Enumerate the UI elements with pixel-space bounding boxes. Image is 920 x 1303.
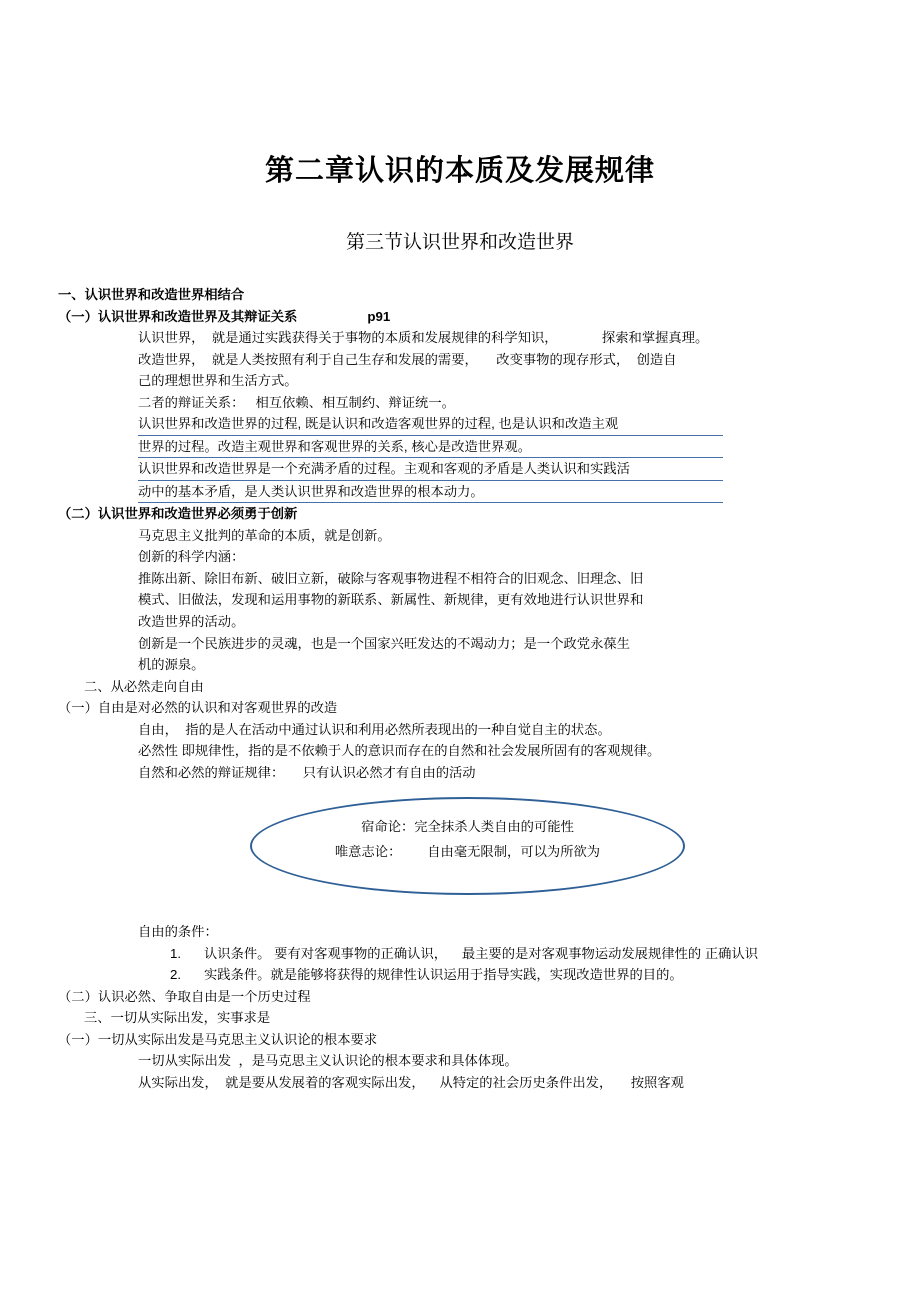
body-line: 马克思主义批判的革命的本质，就是创新。 <box>138 527 391 543</box>
page-subtitle: 第三节认识世界和改造世界 <box>345 232 574 253</box>
body-line: 认识世界， 就是通过实践获得关于事物的本质和发展规律的科学知识， 探索和掌握真理。 <box>138 330 709 346</box>
subsection-marker: （二） <box>58 988 98 1004</box>
subsection-2-1-body <box>138 719 862 784</box>
list-item-text <box>204 943 862 965</box>
body-line: 推陈出新、除旧布新、破旧立新，破除与客观事物进程不相符合的旧观念、旧理念、旧 <box>138 570 644 586</box>
body-line: 实践条件。就是能够将获得的规律性认识运用于指导实践，实现改造世界的目的。 <box>204 967 683 983</box>
body-line: 自然和必然的辩证规律： 只有认识必然才有自由的活动 <box>138 764 476 780</box>
subsection-2-1-header <box>58 697 862 719</box>
list-item <box>170 943 862 965</box>
subsection-marker: （一） <box>58 308 98 324</box>
section-heading-1: 一、认识世界和改造世界相结合 <box>58 287 245 302</box>
subsection-1-1-body <box>138 327 862 503</box>
body-line: 改造世界， 就是人类按照有利于自己生存和发展的需要， 改变事物的现存形式， 创造自 <box>138 351 677 367</box>
ellipse-text <box>250 815 685 864</box>
list-item <box>170 964 862 986</box>
list-item-number: 2. <box>170 967 182 983</box>
section-heading-3: 三、一切从实际出发，实事求是 <box>84 1010 271 1026</box>
subsection-marker: （一） <box>58 1031 98 1047</box>
ellipse-line: 唯意志论： 自由毫无限制，可以为所欲为 <box>334 843 601 859</box>
subsection-1-2-header <box>58 503 862 525</box>
subsection-title: 认识世界和改造世界及其辩证关系 <box>97 308 298 324</box>
page-reference: p91 <box>367 308 391 324</box>
page-title: 第二章认识的本质及发展规律 <box>264 155 655 187</box>
ellipse-line: 宿命论：完全抹杀人类自由的可能性 <box>361 819 574 835</box>
body-line: 创新的科学内涵： <box>138 549 245 565</box>
subsection-2-2-header <box>58 986 862 1008</box>
list-item-text <box>204 964 862 986</box>
body-line: 改造世界的活动。 <box>138 613 245 629</box>
body-line: 从实际出发， 就是要从发展着的客观实际出发， 从特定的社会历史条件出发， 按照客观 <box>138 1074 684 1090</box>
subsection-title: 一切从实际出发是马克思主义认识论的根本要求 <box>97 1031 378 1047</box>
subsection-marker: （二） <box>58 506 98 522</box>
section-heading-2: 二、从必然走向自由 <box>84 678 204 694</box>
body-line: 正确认识 <box>704 945 759 961</box>
body-line-underlined: 世界的过程。改造主观世界和客观世界的关系, 核心是改造世界观。 <box>138 436 723 459</box>
body-line: 创新是一个民族进步的灵魂，也是一个国家兴旺发达的不竭动力；是一个政党永葆生 <box>138 635 630 651</box>
subsection-1-1-header <box>58 306 862 328</box>
body-line: 己的理想世界和生活方式。 <box>138 373 298 389</box>
subsection-3-1-header <box>58 1029 862 1051</box>
body-line-underlined: 认识世界和改造世界的过程, 既是认识和改造客观世界的过程, 也是认识和改造主观 <box>138 413 723 436</box>
document-body <box>58 254 862 1093</box>
ellipse-callout <box>58 797 862 915</box>
body-line: 二者的辩证关系： 相互依赖、相互制约、辩证统一。 <box>138 394 455 410</box>
body-line: 自由的条件： <box>138 924 218 940</box>
subsection-title: 认识世界和改造世界必须勇于创新 <box>97 506 298 522</box>
body-line: 一切从实际出发 ，是马克思主义认识论的根本要求和具体体现。 <box>138 1053 518 1069</box>
body-line: 自由， 指的是人在活动中通过认识和利用必然所表现出的一种自觉自主的状态。 <box>138 721 611 737</box>
subsection-marker: （一） <box>58 700 98 716</box>
subsection-title: 自由是对必然的认识和对客观世界的改造 <box>97 700 338 716</box>
body-line-underlined: 认识世界和改造世界是一个充满矛盾的过程。主观和客观的矛盾是人类认识和实践活 <box>138 458 723 481</box>
subsection-title: 认识必然、争取自由是一个历史过程 <box>97 988 311 1004</box>
body-line: 认识条件。 要有对客观事物的正确认识， 最主要的是对客观事物运动发展规律性的 <box>204 945 702 961</box>
body-line: 模式、旧做法，发现和运用事物的新联系、新属性、新规律，更有效地进行认识世界和 <box>138 592 644 608</box>
body-line: 机的源泉。 <box>138 657 205 673</box>
subsection-3-1-body <box>138 1050 862 1093</box>
subsection-1-2-body <box>138 525 862 676</box>
body-line: 必然性 即规律性，指的是不依赖于人的意识而存在的自然和社会发展所固有的客观规律。 <box>138 743 661 759</box>
list-item-number: 1. <box>170 945 182 961</box>
body-line-underlined: 动中的基本矛盾，是人类认识世界和改造世界的根本动力。 <box>138 481 723 504</box>
